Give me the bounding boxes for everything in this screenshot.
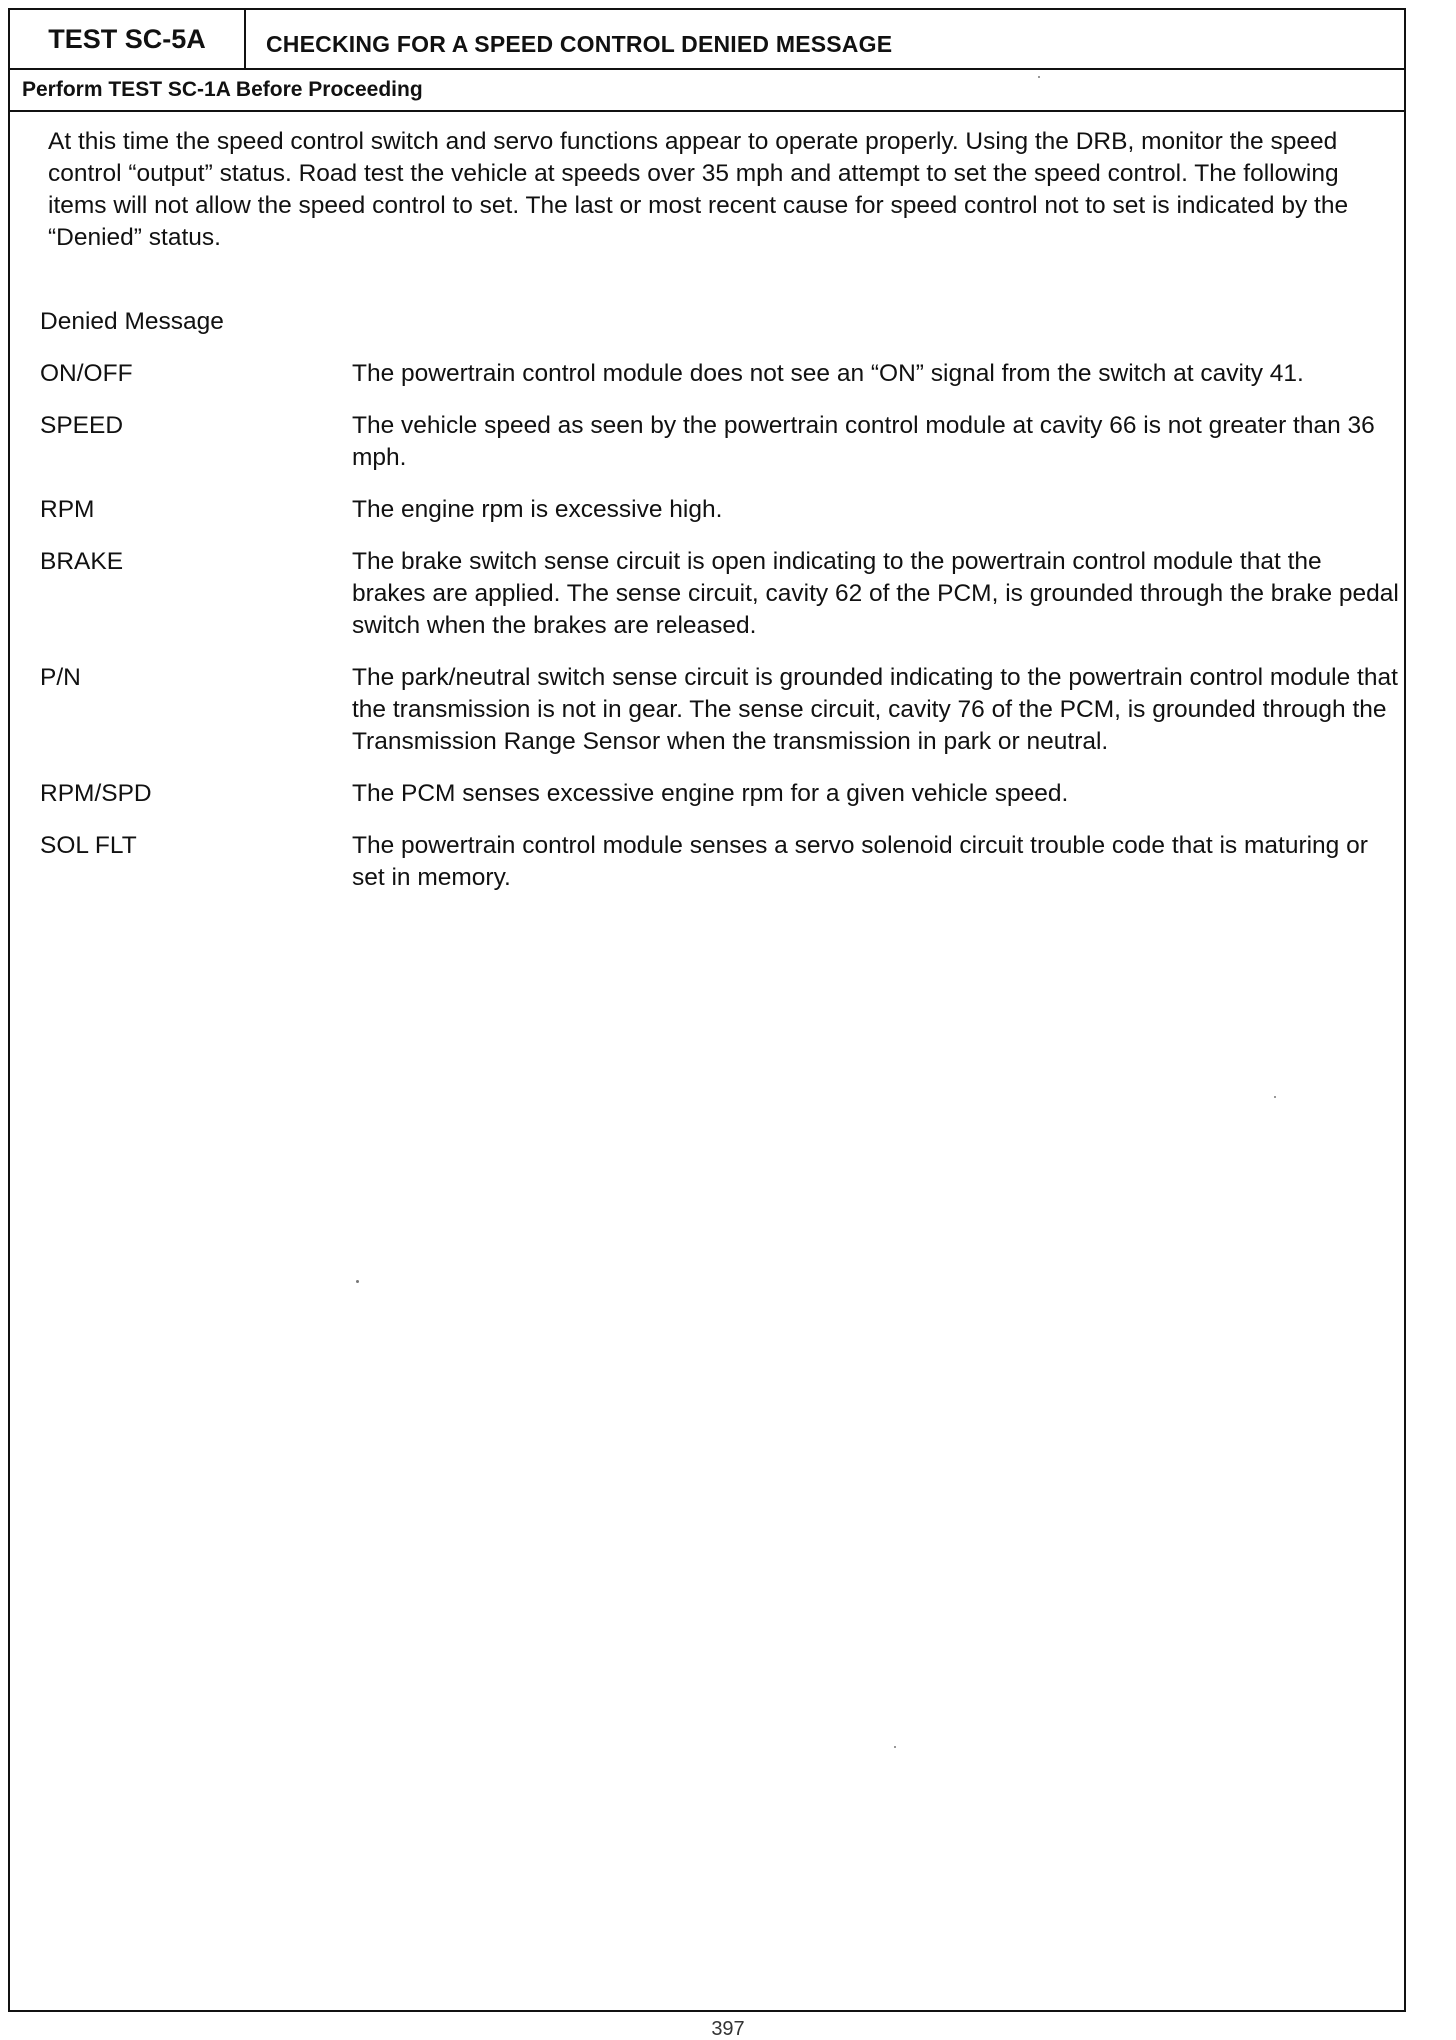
- header-row: [10, 10, 1404, 70]
- denied-message-row: [40, 410, 1400, 474]
- message-code: ON/OFF: [40, 360, 133, 387]
- message-description: The park/neutral switch sense circuit is grounded indicating to the powertrain control module that the transmission is not in gear. The sense circuit, cavity 76 of the PCM, is grounded through the Transmission Range Sensor when the transmission in park or neutral.: [352, 664, 1398, 755]
- scan-speck: [1038, 76, 1040, 78]
- test-title: CHECKING FOR A SPEED CONTROL DENIED MESSAGE: [266, 31, 893, 57]
- message-code: RPM: [40, 496, 95, 523]
- intro-paragraph: At this time the speed control switch and servo functions appear to operate properly. Using the DRB, monitor the speed control “output” status. Road test the vehicle at speeds over 35 mph and attempt to set the speed control. The following items will not allow the speed control to set. The last or most recent cause for speed control not to set is indicated by the “Denied” status.: [48, 128, 1349, 251]
- denied-message-row: [40, 778, 1400, 810]
- prerequisite-note: Perform TEST SC-1A Before Proceeding: [10, 70, 1404, 112]
- message-code: SPEED: [40, 412, 124, 439]
- test-procedure-frame: [8, 8, 1406, 2012]
- scan-speck: [894, 1746, 896, 1748]
- message-description: The vehicle speed as seen by the powertrain control module at cavity 66 is not greater than 36 mph.: [352, 412, 1375, 471]
- page-number: 397: [711, 2018, 745, 2040]
- message-code: BRAKE: [40, 548, 124, 575]
- denied-message-row: [40, 830, 1400, 894]
- denied-message-row: [40, 358, 1400, 390]
- message-description: The powertrain control module does not see an “ON” signal from the switch at cavity 41.: [352, 360, 1304, 387]
- message-description: The powertrain control module senses a servo solenoid circuit trouble code that is maturing or set in memory.: [352, 832, 1368, 891]
- scan-speck: [356, 1280, 359, 1283]
- message-code: P/N: [40, 664, 81, 691]
- message-description: The brake switch sense circuit is open indicating to the powertrain control module that the brakes are applied. The sense circuit, cavity 62 of the PCM, is grounded through the brake pedal switch when the brakes are released.: [352, 548, 1399, 639]
- test-id: TEST SC-5A: [10, 10, 246, 68]
- message-code: SOL FLT: [40, 832, 137, 859]
- scan-speck: [1274, 1096, 1276, 1098]
- message-code: RPM/SPD: [40, 780, 152, 807]
- message-description: The engine rpm is excessive high.: [352, 496, 723, 523]
- denied-message-row: [40, 546, 1400, 642]
- denied-message-row: [40, 662, 1400, 758]
- message-description: The PCM senses excessive engine rpm for a given vehicle speed.: [352, 780, 1069, 807]
- denied-message-row: [40, 494, 1400, 526]
- denied-message-heading: Denied Message: [40, 308, 224, 335]
- denied-message-list: [40, 358, 1400, 914]
